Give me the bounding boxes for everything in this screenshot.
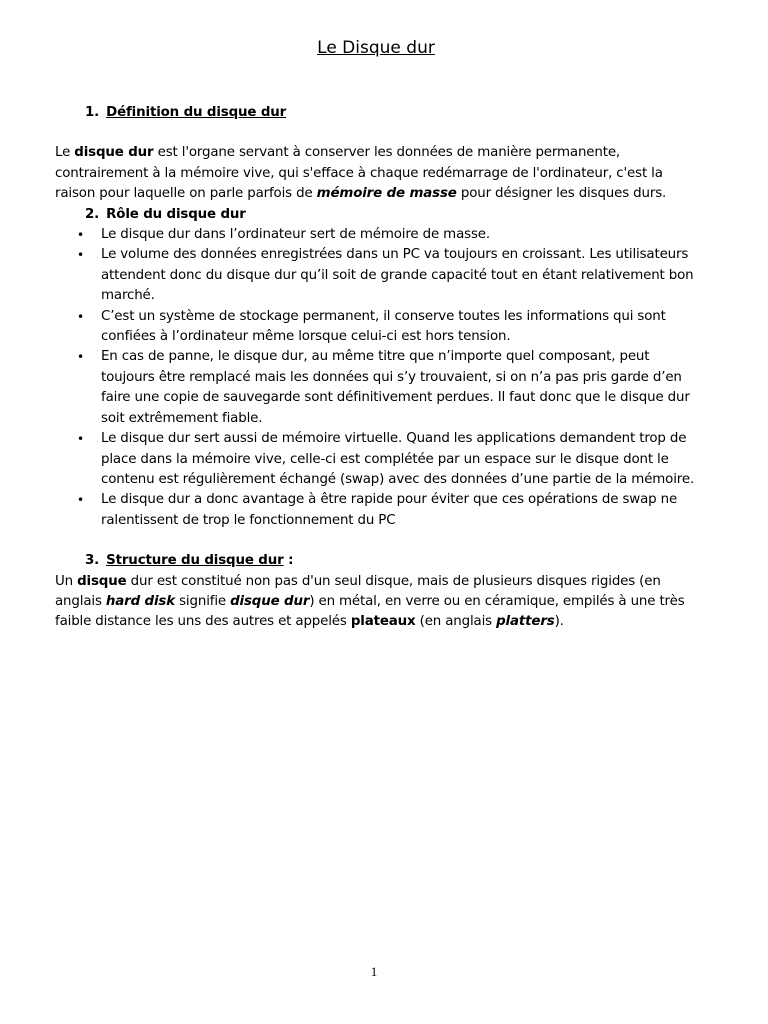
text-run: pour désigner les disques durs. bbox=[456, 186, 667, 202]
section-heading-definition bbox=[55, 103, 705, 123]
text-run: signifie bbox=[175, 593, 231, 609]
document-body bbox=[55, 103, 705, 633]
text-run: Un bbox=[55, 573, 78, 589]
list-item: • C’est un système de stockage permanent, il conserve toutes les informations qui sont confiées à l’ordinateur même lorsque celui-ci est hors tension. bbox=[101, 307, 705, 348]
section-heading-suffix: : bbox=[283, 553, 294, 569]
section-number: 2. bbox=[85, 206, 100, 222]
section-number: 1. bbox=[85, 105, 100, 120]
page-number: 1 bbox=[370, 964, 378, 979]
section-heading-text: Structure du disque dur bbox=[106, 553, 284, 569]
section-heading-text: Rôle du disque dur bbox=[106, 206, 246, 222]
list-item: • Le disque dur dans l’ordinateur sert de mémoire de masse. bbox=[101, 225, 705, 245]
italic-term: mémoire de masse bbox=[316, 186, 457, 202]
italic-term: platters bbox=[496, 614, 555, 630]
section-heading-structure bbox=[55, 551, 705, 571]
page-title: Le Disque dur bbox=[317, 38, 435, 58]
list-item: • Le disque dur sert aussi de mémoire virtuelle. Quand les applications demandent trop de place dans la mémoire vive, celle-ci est complétée par un espace sur le disque dont le contenu est régulièrement échangé (swap) avec des données d’une partie de la mémoire. bbox=[101, 429, 705, 490]
definition-paragraph bbox=[55, 143, 705, 204]
role-bullet-list bbox=[55, 225, 705, 531]
bold-term: disque dur bbox=[74, 145, 154, 161]
italic-term: hard disk bbox=[105, 593, 175, 609]
text-run: ) en métal, en verre ou en céramique, empilés à une très faible distance les uns des autres et appelés bbox=[55, 593, 685, 630]
section-heading-text: Définition du disque dur bbox=[106, 105, 287, 120]
structure-paragraph bbox=[55, 572, 705, 633]
text-run: dur est constitué non pas d'un seul disque, mais de plusieurs disques rigides (en anglais bbox=[55, 573, 661, 609]
bold-term: disque bbox=[77, 573, 127, 589]
bold-term: plateaux bbox=[350, 614, 416, 630]
text-run: est l'organe servant à conserver les données de manière permanente, contrairement à la mémoire vive, qui s'efface à chaque redémarrage de l'ordinateur, c'est la raison pour laquelle on parle parfois de bbox=[55, 145, 663, 202]
text-run: ). bbox=[554, 614, 564, 630]
section-number: 3. bbox=[85, 553, 100, 569]
list-item: • En cas de panne, le disque dur, au même titre que n’importe quel composant, peut toujours être remplacé mais les données qui s’y trouvaient, si on n’a pas pris garde d’en faire une copie de sauvegarde sont définitivement perdues. Il faut donc que le disque dur soit extrêmement fiable. bbox=[101, 347, 705, 429]
text-run: (en anglais bbox=[415, 614, 497, 630]
text-run: Le bbox=[55, 145, 75, 161]
italic-term: disque dur bbox=[230, 593, 310, 609]
section-heading-role bbox=[55, 205, 705, 225]
list-item: • Le volume des données enregistrées dans un PC va toujours en croissant. Les utilisateurs attendent donc du disque dur qu’il soit de grande capacité tout en étant relativement bon marché. bbox=[101, 245, 705, 306]
list-item: • Le disque dur a donc avantage à être rapide pour éviter que ces opérations de swap ne ralentissent de trop le fonctionnement du PC bbox=[101, 490, 705, 531]
